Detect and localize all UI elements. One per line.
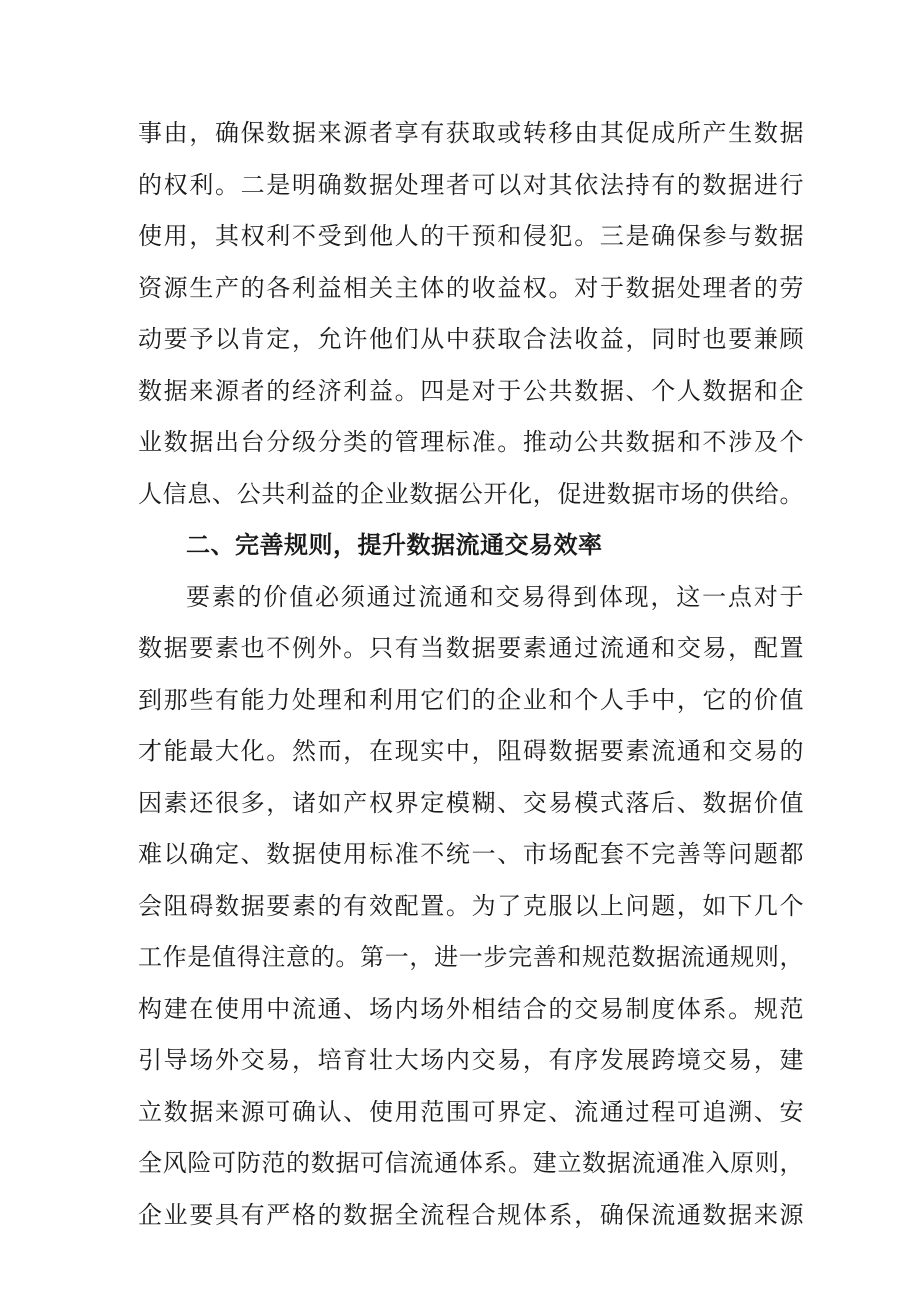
- text-line: 的权利。二是明确数据处理者可以对其依法持有的数据进行: [138, 170, 804, 199]
- paragraph-2: [138, 572, 804, 1242]
- text-line: 要素的价值必须通过流通和交易得到体现，这一点对于: [186, 582, 804, 611]
- text-line: 动要予以肯定，允许他们从中获取合法收益，同时也要兼顾: [138, 325, 804, 353]
- text-line: 数据要素也不例外。只有当数据要素通过流通和交易，配置: [138, 634, 804, 662]
- text-line: 引导场外交易，培育壮大场内交易，有序发展跨境交易，建: [138, 1046, 804, 1074]
- text-line: 企业要具有严格的数据全流程合规体系，确保流通数据来源: [138, 1200, 804, 1229]
- document-body: [138, 108, 804, 1241]
- text-line: 立数据来源可确认、使用范围可界定、流通过程可追溯、安: [138, 1097, 804, 1126]
- text-line: 事由，确保数据来源者享有获取或转移由其促成所产生数据: [138, 119, 804, 147]
- text-line: 工作是值得注意的。第一，进一步完善和规范数据流通规则，: [138, 943, 804, 971]
- text-line: 才能最大化。然而，在现实中，阻碍数据要素流通和交易的: [138, 737, 804, 765]
- text-line: 构建在使用中流通、场内场外相结合的交易制度体系。规范: [138, 994, 804, 1023]
- text-line: 数据来源者的经济利益。四是对于公共数据、个人数据和企: [138, 376, 804, 405]
- text-line: 使用，其权利不受到他人的干预和侵犯。三是确保参与数据: [138, 222, 804, 250]
- section-heading: 二、完善规则，提升数据流通交易效率: [186, 531, 603, 559]
- text-line: 因素还很多，诸如产权界定模糊、交易模式落后、数据价值: [138, 788, 804, 817]
- text-line: 到那些有能力处理和利用它们的企业和个人手中，它的价值: [138, 685, 804, 714]
- paragraph-1: [138, 108, 804, 520]
- text-line: 资源生产的各利益相关主体的收益权。对于数据处理者的劳: [138, 273, 804, 302]
- text-line: 人信息、公共利益的企业数据公开化，促进数据市场的供给。: [138, 479, 804, 508]
- text-line: 全风险可防范的数据可信流通体系。建立数据流通准入原则，: [138, 1149, 804, 1177]
- text-line: 会阻碍数据要素的有效配置。为了克服以上问题，如下几个: [138, 891, 804, 920]
- text-line: 难以确定、数据使用标准不统一、市场配套不完善等问题都: [138, 840, 804, 868]
- text-line: 业数据出台分级分类的管理标准。推动公共数据和不涉及个: [138, 428, 804, 456]
